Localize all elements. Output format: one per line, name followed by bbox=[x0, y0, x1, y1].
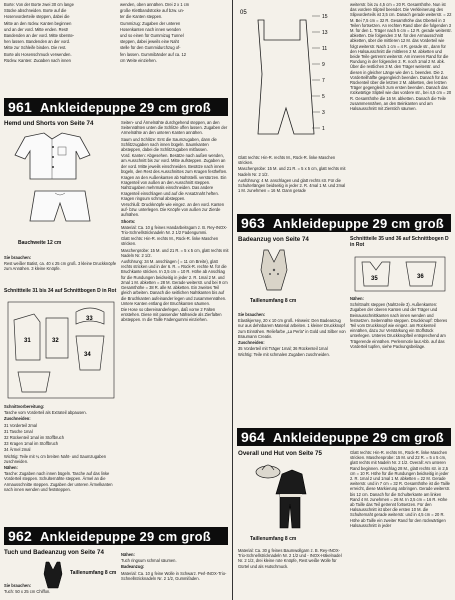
schnittteile-963: Schnittteile 35 und 36 auf Schnittbogen D in Rot bbox=[350, 236, 449, 248]
heading-tuch: Tuch und Badeanzug von Seite 74 bbox=[4, 549, 104, 556]
shirt-shape bbox=[15, 133, 90, 179]
section-number: 963 bbox=[241, 215, 265, 231]
section-bar-964 bbox=[237, 428, 451, 446]
mark-33: 33 bbox=[86, 316, 93, 322]
chart-tick-group bbox=[312, 14, 328, 132]
caption-taille-962: Taillenumfang 8 cm bbox=[70, 570, 117, 576]
section-title: Ankleidepuppe 29 cm groß bbox=[39, 529, 211, 544]
needs-963: Sie brauchen: Elastikjersey, 20 x 10 cm groß. Hinweis: Den Badeanzug nur aus dehnbarem Material arbeiten. 1 kleiner Druckknopf zum Einnähen. Reliefarbe „La Perla“ in Gold und Silber von Braumann Creativ. Zuschneiden: 35 Vorderteil mit Träger 1mal; 36 Rückenteil 1mal Wichtig: Teile mit schmalen Zugaben zuschneiden. bbox=[238, 312, 346, 358]
right-col-text: weiterstr. bis zu 4,5 cm = 20 R. Gesamthöhe. Nun ist das vordere Slipteil beendet. Die Verkleinerung des Slipvorderteils ist 3,5 cm. Danach gerade weiterstr. = 22 M. Bei 7,5 cm = 32 R. Gesamthöhe das Oberteil in 3 Teilen fortsetzen. An rechten Rand über die folgenden 3 M. für den 1. Träger nach 5 cm = 12 R. gerade weiterstr. abketten. Die folgenden 3 M. für den Armausschnitt abketten, über die mittleren 12 M. das Vorderteil wie folgt weiterstr. Nach 1 cm = 4 R. gerade str., dann für den Halsausschnitt die mittleren 2 M. abketten und beide Teile getrennt weiterstr. Am inneren Rand für die Rundung in der folgenden 2. R. noch 1mal 2 M. abk. Über die restlichen 3 M. den Träger weiterstr. und diesen in gleicher Länge wie den 1. beenden. Die 2. Vorderteilhälfte gegengleich beenden. Danach für das Rückenteil über die letzten 2 M. abketten, den letzten Träger gegengleich zum ersten beenden. Danach das rückwärtige Slipteil wie das vordere str., bei 4,5 cm = 20 R. Gesamthöhe die 16 M. abketten. Danach die Teile zusammennähen, an den Beinkanten und am Halsausschnitt mit Zierstich säumen. bbox=[350, 2, 452, 112]
heading-overall: Overall und Hut von Seite 75 bbox=[238, 450, 322, 457]
section-number: 962 bbox=[8, 528, 32, 544]
chart-tick-label: 13 bbox=[322, 30, 328, 36]
chart-tick-label: 7 bbox=[322, 78, 325, 84]
mark-35: 35 bbox=[371, 276, 378, 282]
caption-bauchweite: Bauchweite 12 cm bbox=[18, 240, 62, 246]
heading-badeanzug: Badeanzug von Seite 74 bbox=[238, 236, 309, 243]
material-964: Material: Ca. 30 g feines Baumwollgarn z. B. Rey-INOX-Trio-Schnellstricknadeln Nr. 2 1/2 und - INOX-Häkelnadel Nr. 2 1/2, drei kleine rote Knöpfe, Rest weiße Wolle für Gürtel und als Hutschmuck. bbox=[238, 548, 342, 569]
chart-tick-label: 9 bbox=[322, 62, 325, 68]
knitting-chart bbox=[238, 4, 334, 152]
caption-taille-964: Taillenumfang 8 cm bbox=[250, 536, 297, 542]
pattern-pieces-963 bbox=[354, 256, 446, 292]
overall-hat-illustration bbox=[254, 460, 314, 532]
chart-tick-label: 1 bbox=[322, 126, 325, 132]
section-number: 964 bbox=[241, 429, 265, 445]
right-overall-text: Glatt rechts: Hin-R. rechts M., Rück-R. linke Maschen stricken. Maschenprobe: 15 M. und 22 R. = 5 x 5 cm, glatt rechts mit Nadeln Nr. 2 1/2. Overall: Am unteren Rand beginnen. Anschlag 28 M., glatt rechts str. in 2,5 cm = 10 R. Höhe für die Rundungen beidseitig in jeder 2. R. 1mal 2 und 1mal 1 M. abketten = 22 M. Gerade weiterstr. und in 7 cm = 32 R. Gesamthöhe ist die Taille erreicht, diese Markierung anbringen. Gerade weiterstr. bis 12 cm. Danach für die Schulterkante am linken Rand 4 M. zunehmen = 26 M. In 3,5 cm = 16 R. Höhe ab Taille das Teil getrennt fortsetzen. Für den Halsausschnitt ist über die ersten 10 M. die Schulternaht gerade weiterstr. und in 4,5 cm = 20 R. Höhe ab Taille ein zweiter Rand für den rückwärtigen Halsausschnitt in jeder bbox=[350, 450, 451, 528]
shirt-shorts-illustration bbox=[10, 131, 114, 236]
section-title: Ankleidepuppe 29 cm groß bbox=[272, 216, 444, 231]
mark-36: 36 bbox=[417, 274, 424, 280]
top-left-text: Borte: Von der Borte zwei 30 cm lange Stücke abschneiden. Borte auf die Hosenvorderteile steppen, dabei die Mitte an den rückw. Kanten beginnen und an der vord. Mitte enden. Rest! Bandenden an der vord. Mitte überste- hen lassen. Bandenden an der vord. Mitte zur Schleife binden. Die rest. Borte als Hosenschmuck verwenden. Rückw. Kanten: Zugaben nach innen bbox=[4, 2, 75, 62]
schnittteile-title: Schnittteile 31 bis 34 auf Schnittbogen D in Rot bbox=[4, 288, 117, 294]
left-instructions: Schnittvorbereitung: Tasche vom Vorderteil als Extrateil abpausen. Zuschneiden: 31 Vorderteil 2mal 31 Tasche 1mal 32 Rückenteil 1mal im Stoffbruch 33 Kragen 1mal im Stoffbruch 34 Ärmel 2mal Wichtig: Teile mit ¼ cm breiten Naht- und Saumzugaben zuschneiden. Nähen: Tasche: Zugaben nach innen bügeln. Tasche auf das linke Vorderteil steppen. Schulternähte steppen. Ärmel an die Armausschnitte steppen. Zugaben der unteren Ärmelkanten nach innen wenden und feststeppen. bbox=[4, 404, 113, 492]
mid-instructions: Seiten- und Ärmelnähte durchgehend steppen, an den Seitennähten unten die Schlitze offen lassen. Zugaben der Armelnähte an den unteren Kanten annähen. Saum und Schlitze: Erst die Saumzugaben, dann die Schlitzzugaben nach innen bügeln. Saumkanten absteppen, dabei die Schlitzzugaben mitfassen. Vord. Kanten: Abgesehen. Besätze nach außen wenden, am Ausschnitt bis zur vord. Mitte aufsteppen. Zugaben an der vord. Mitte jeweils einschneiden. Besätze nach innen bügeln, den Rest des Ausschnittes zum Kragen festheften. Kragen an den Außenkanten ab Nahtstelli. verstürzen. Ein Kragenteil von außen an den Ausschnitt steppen. Nahtzugaben mehrmals einschneiden. Das andere Kragenteil einschlagen und auf die Ansatznaht heften. Kragen ringsum schmal absteppen. Verschluß: Druckknöpfe wie eingez. an den vord. Kanten auf- bzw. unterlegen. Die Knöpfe von außen zur Zierde aufnähen. Shorts: Material: Ca. 10 g feines Handarbeitsgarn z. B. Rey-INOX-Trio-Schnellstricknadeln Nr. 2 1/2 Fadengummi. Glatt rechts: Hin-R. rechts M., Rück-R. linke Maschen stricken. Maschenprobe: 15 M. und 21 R. = 5 x 5 cm, glatt rechts mit Nadeln Nr. 2 1/2. Ausführung: 34 M. anschlagen ( = 11 cm Breite), glatt rechts stricken und in der 6. R. = Rück-R. rechte M. für die Bruchkante stricken. In 3,5 cm = 10 R. Höhe ab Anschlag für die Rundungen beidseitig in jeder 2. R. 1mal 2 M. und 2mal 1 M. abketten = 28 M. Gerade weiterstr. und bei 9 cm Gesamthöhe = 38 R. alle M. abketten. Ein zweites Teil gleich arbeiten. Danach die seitlichen Nahtkanten bis auf die Bruchkanten aufeinander legen und zusammennähen. Untere Kanten entlang der Bruchkanten säumen. Die Hose so übereinanderlegen, daß vorne 2 Falten entstehen. Diese mit passender Nähseide als Zierfalten absteppen. In die Taille Fadengummi einziehen. bbox=[121, 120, 229, 323]
heading-hemd: Hemd und Shorts von Seite 74 bbox=[4, 120, 94, 127]
pattern-pieces-diagram bbox=[6, 300, 116, 400]
top-mid-text: wenden, oben annähen. Drei 2 x 1 cm große Klettbandstücke auf bzw. un- ter die Kanten steppen. Gummizug: Zugaben der unteren Hosenkanten nach innen wenden und so einen für Gummizug Tunnel steppen, dabei jeweils eine Naht stelle für den Gummidurchzug of- fen lassen. Gummibänder auf ca. 12 cm Weite einziehen. bbox=[120, 2, 190, 62]
left-needs: Sie brauchen: Rest weißer Batist, ca. 40 x 25 cm groß. 3 kleine Druckknöpfe zum Annähen. 3 kleine Knöpfe. bbox=[4, 255, 117, 272]
section-bar-961 bbox=[4, 98, 228, 116]
section-bar-962 bbox=[4, 527, 228, 545]
swimsuit-illustration-963 bbox=[254, 248, 294, 294]
chart-tick-label: 5 bbox=[322, 94, 325, 100]
mark-34: 34 bbox=[84, 352, 91, 358]
mark-32: 32 bbox=[52, 338, 59, 344]
caption-taille-963: Taillenumfang 8 cm bbox=[250, 298, 297, 304]
naehen-963: Nähen: Schrittnaht steppen (Nahtzeile 3). Außenkanten: Zugaben der oberen Kanten und der Träger und Beinausschnittkanten nach innen wenden und festsetzen. Seitennähte steppen. Druckknopf: Oberes Teil vom Druckknopf wie eingez. am Rückenteil einnähen, dazu zur Verstärkung ein Stoffstück unterlegen. Unteres Druckknopfteil entsprechend am Trägerende einnähen. Perlenmotiv laut Abb. auf das Vorderteil tupfen, siehe Packungsbeilage. bbox=[350, 296, 448, 349]
needs-962: Sie brauchen: Tuch: 50 x 25 cm Chiffon. bbox=[4, 583, 51, 595]
chart-tick-label: 3 bbox=[322, 110, 325, 116]
section-bar-963 bbox=[237, 214, 451, 232]
chart-top-label: 05 bbox=[240, 10, 247, 16]
column-divider bbox=[232, 0, 233, 600]
mark-31: 31 bbox=[24, 338, 31, 344]
section-title: Ankleidepuppe 29 cm groß bbox=[272, 430, 444, 445]
naehen-962: Nähen: Tuch ringsum schmal säumen. Badeanzug: Material: Ca. 10 g feine Wolle in Schwarz. Perl-INOX-Trio-Schnellstricknadeln Nr. 2 1/2, Gummifaden. bbox=[121, 552, 227, 581]
section-number: 961 bbox=[8, 99, 32, 115]
right-chart-text: Glatt rechts: Hin-R. rechts M., Rück-R. linke Maschen stricken. Maschenprobe: 15 M. und 21 R. = 5 x 5 cm, glatt rechts mit Nadeln Nr. 2 1/2. Ausführung: 4 M. anschlagen und glatt rechts str. Für die Schulterlängen beidseitig in jeder 2. R. 4mal 1 M. und 2mal 1 M. zunehmen = 16 M. Dann gerade bbox=[238, 155, 346, 194]
chart-tick-label: 15 bbox=[322, 14, 328, 20]
shorts-shape bbox=[30, 191, 90, 221]
section-title: Ankleidepuppe 29 cm groß bbox=[39, 100, 211, 115]
chart-tick-label: 11 bbox=[322, 46, 328, 52]
